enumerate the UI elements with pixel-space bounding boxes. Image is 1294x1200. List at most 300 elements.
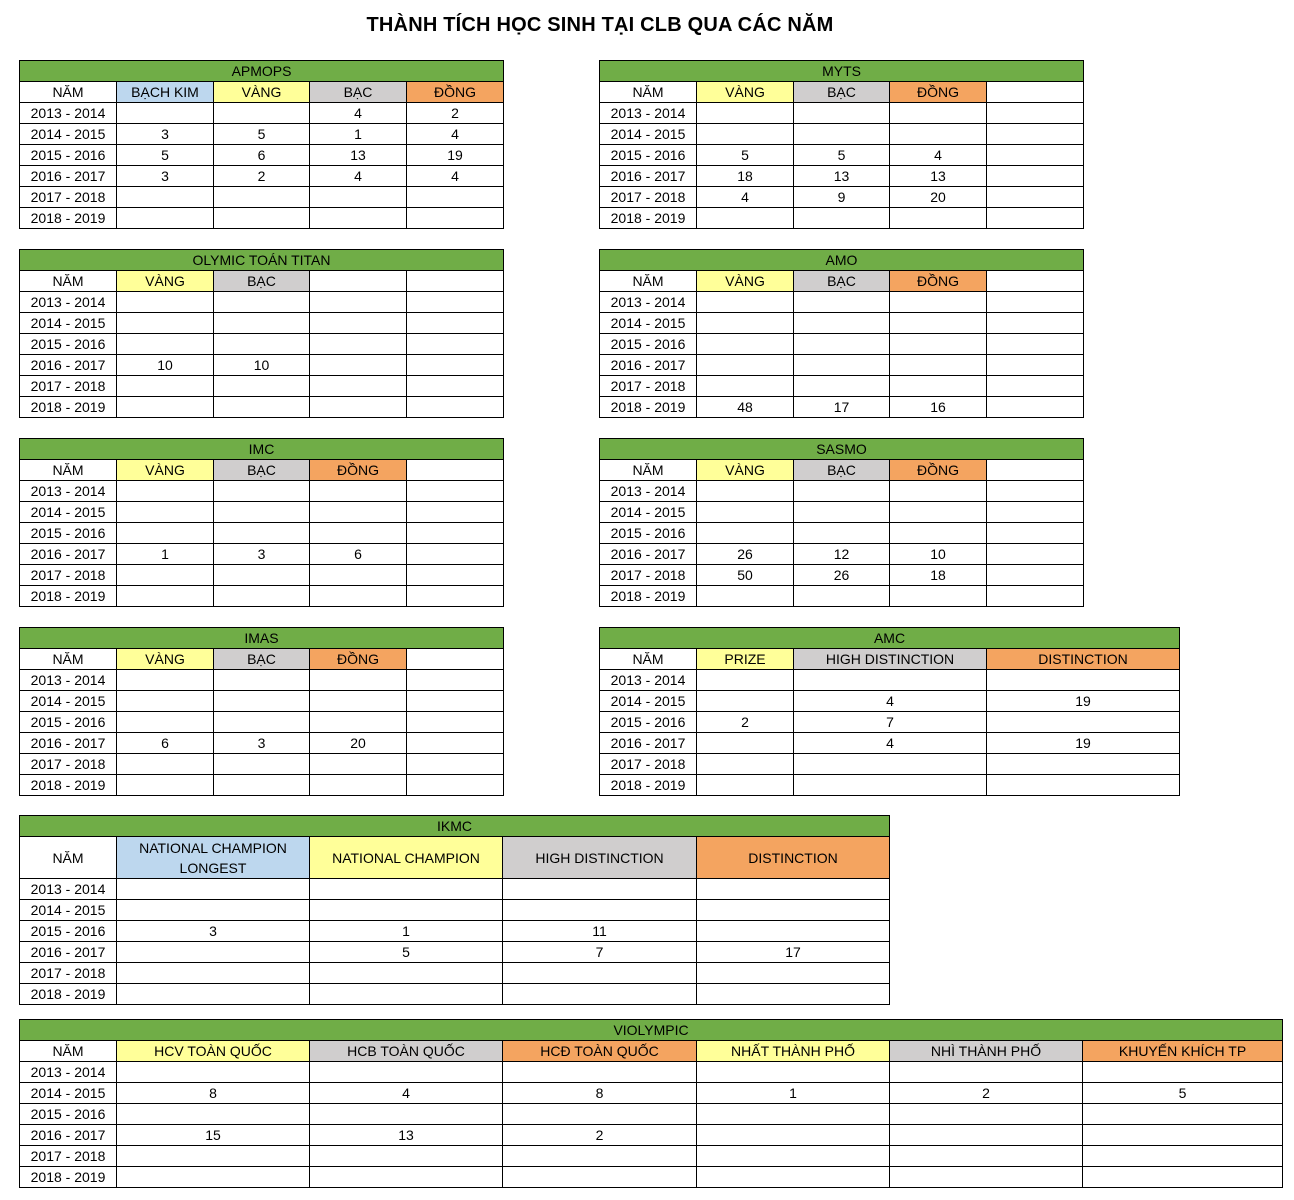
value-cell	[697, 208, 794, 229]
page-title: THÀNH TÍCH HỌC SINH TẠI CLB QUA CÁC NĂM	[366, 14, 834, 36]
value-cell	[117, 586, 214, 607]
value-cell	[310, 565, 407, 586]
value-cell: 5	[697, 145, 794, 166]
value-cell: 4	[890, 145, 987, 166]
value-cell	[407, 691, 504, 712]
value-cell	[1083, 1125, 1283, 1146]
value-cell	[697, 754, 794, 775]
value-cell	[697, 1167, 890, 1188]
table-myts	[599, 60, 1084, 229]
value-cell	[407, 733, 504, 754]
column-header: VÀNG	[697, 271, 794, 292]
value-cell	[117, 963, 310, 984]
value-cell	[407, 355, 504, 376]
value-cell	[697, 879, 890, 900]
value-cell	[697, 1104, 890, 1125]
value-cell	[117, 691, 214, 712]
value-cell	[1083, 1104, 1283, 1125]
table-row	[20, 775, 504, 796]
value-cell	[697, 1062, 890, 1083]
value-cell	[117, 900, 310, 921]
column-header: NĂM	[600, 271, 697, 292]
table-header-row	[20, 649, 504, 670]
value-cell: 18	[697, 166, 794, 187]
value-cell	[987, 670, 1180, 691]
table-row	[600, 376, 1084, 397]
column-header	[987, 460, 1084, 481]
value-cell: 4	[310, 1083, 503, 1104]
value-cell	[407, 754, 504, 775]
value-cell	[890, 586, 987, 607]
column-header	[987, 82, 1084, 103]
value-cell: 48	[697, 397, 794, 418]
value-cell	[407, 208, 504, 229]
value-cell	[117, 942, 310, 963]
column-header: HCB TOÀN QUỐC	[310, 1041, 503, 1062]
value-cell	[890, 1104, 1083, 1125]
value-cell	[214, 103, 310, 124]
value-cell	[1083, 1062, 1283, 1083]
value-cell	[407, 502, 504, 523]
year-cell: 2016 - 2017	[600, 544, 697, 565]
table-row	[20, 334, 504, 355]
table-row	[20, 586, 504, 607]
value-cell	[987, 208, 1084, 229]
value-cell	[310, 1146, 503, 1167]
value-cell	[310, 208, 407, 229]
column-header: HIGH DISTINCTION	[794, 649, 987, 670]
table-title-row	[20, 628, 504, 649]
table-row	[600, 670, 1180, 691]
table-row	[600, 565, 1084, 586]
value-cell	[214, 481, 310, 502]
table-title: AMC	[600, 628, 1180, 649]
column-header: ĐỒNG	[310, 649, 407, 670]
year-cell: 2018 - 2019	[20, 1167, 117, 1188]
year-cell: 2013 - 2014	[600, 481, 697, 502]
column-header: NATIONAL CHAMPION	[310, 837, 503, 879]
column-header	[987, 271, 1084, 292]
year-cell: 2015 - 2016	[600, 523, 697, 544]
table-row	[600, 712, 1180, 733]
column-header: HCĐ TOÀN QUỐC	[503, 1041, 697, 1062]
table-row	[20, 523, 504, 544]
table-row	[600, 313, 1084, 334]
value-cell	[310, 502, 407, 523]
value-cell: 7	[794, 712, 987, 733]
column-header: HIGH DISTINCTION	[503, 837, 697, 879]
column-header: DISTINCTION	[987, 649, 1180, 670]
year-cell: 2015 - 2016	[20, 334, 117, 355]
table-row	[20, 1125, 1283, 1146]
value-cell	[214, 775, 310, 796]
value-cell: 10	[214, 355, 310, 376]
table-header-row	[600, 271, 1084, 292]
table-title-row	[600, 250, 1084, 271]
value-cell: 6	[310, 544, 407, 565]
value-cell	[697, 733, 794, 754]
value-cell	[794, 313, 890, 334]
table-row	[600, 355, 1084, 376]
value-cell: 12	[794, 544, 890, 565]
table-olymic-toan-titan	[19, 249, 504, 418]
table-row	[20, 1062, 1283, 1083]
year-cell: 2017 - 2018	[20, 376, 117, 397]
value-cell	[890, 1125, 1083, 1146]
value-cell	[794, 334, 890, 355]
value-cell	[310, 670, 407, 691]
value-cell: 5	[794, 145, 890, 166]
column-header: BẠC	[214, 649, 310, 670]
value-cell	[890, 523, 987, 544]
value-cell	[987, 166, 1084, 187]
value-cell	[794, 355, 890, 376]
table-imc	[19, 438, 504, 607]
year-cell: 2017 - 2018	[20, 187, 117, 208]
column-header: ĐỒNG	[310, 460, 407, 481]
value-cell	[987, 355, 1084, 376]
year-cell: 2013 - 2014	[20, 481, 117, 502]
column-header	[407, 271, 504, 292]
column-header: NHÌ THÀNH PHỐ	[890, 1041, 1083, 1062]
value-cell	[407, 544, 504, 565]
table-row	[600, 166, 1084, 187]
value-cell	[117, 670, 214, 691]
table-header-row	[20, 837, 890, 879]
column-header: NĂM	[20, 1041, 117, 1062]
table-row	[20, 670, 504, 691]
value-cell: 10	[117, 355, 214, 376]
value-cell	[987, 187, 1084, 208]
column-header: BẠC	[794, 460, 890, 481]
value-cell	[503, 1167, 697, 1188]
table-row	[20, 103, 504, 124]
value-cell: 4	[407, 124, 504, 145]
column-header: ĐỒNG	[890, 460, 987, 481]
value-cell	[117, 208, 214, 229]
value-cell	[117, 712, 214, 733]
value-cell	[310, 754, 407, 775]
column-header: VÀNG	[117, 460, 214, 481]
value-cell	[987, 502, 1084, 523]
column-header: VÀNG	[117, 649, 214, 670]
table-row	[600, 208, 1084, 229]
value-cell: 4	[697, 187, 794, 208]
year-cell: 2015 - 2016	[20, 712, 117, 733]
table-amo	[599, 249, 1084, 418]
value-cell: 13	[310, 145, 407, 166]
value-cell: 17	[794, 397, 890, 418]
column-header: BẠC	[794, 271, 890, 292]
value-cell	[987, 103, 1084, 124]
column-header: NĂM	[20, 82, 117, 103]
value-cell	[697, 502, 794, 523]
table-title: APMOPS	[20, 61, 504, 82]
value-cell	[697, 334, 794, 355]
value-cell	[1083, 1167, 1283, 1188]
year-cell: 2017 - 2018	[600, 754, 697, 775]
column-header: NATIONAL CHAMPION LONGEST	[117, 837, 310, 879]
year-cell: 2016 - 2017	[600, 733, 697, 754]
value-cell	[697, 900, 890, 921]
table-header-row	[20, 271, 504, 292]
value-cell: 9	[794, 187, 890, 208]
table-row	[20, 963, 890, 984]
value-cell	[697, 292, 794, 313]
value-cell	[794, 502, 890, 523]
year-cell: 2018 - 2019	[600, 208, 697, 229]
value-cell: 3	[117, 921, 310, 942]
value-cell	[503, 1146, 697, 1167]
value-cell	[697, 691, 794, 712]
column-header: NĂM	[20, 460, 117, 481]
column-header: VÀNG	[117, 271, 214, 292]
table-row	[20, 481, 504, 502]
value-cell	[987, 754, 1180, 775]
value-cell	[794, 754, 987, 775]
table-title-row	[20, 1020, 1283, 1041]
value-cell	[117, 879, 310, 900]
value-cell	[697, 523, 794, 544]
value-cell	[890, 124, 987, 145]
value-cell	[117, 1167, 310, 1188]
column-header: VÀNG	[697, 82, 794, 103]
value-cell	[697, 481, 794, 502]
value-cell	[697, 124, 794, 145]
value-cell	[214, 313, 310, 334]
value-cell	[214, 334, 310, 355]
year-cell: 2016 - 2017	[20, 733, 117, 754]
value-cell	[117, 481, 214, 502]
year-cell: 2017 - 2018	[20, 963, 117, 984]
column-header: VÀNG	[214, 82, 310, 103]
value-cell: 2	[503, 1125, 697, 1146]
value-cell	[987, 376, 1084, 397]
table-row	[20, 397, 504, 418]
value-cell	[890, 376, 987, 397]
value-cell: 1	[117, 544, 214, 565]
column-header: NĂM	[20, 649, 117, 670]
value-cell	[214, 670, 310, 691]
year-cell: 2013 - 2014	[600, 292, 697, 313]
value-cell	[697, 670, 794, 691]
value-cell	[794, 376, 890, 397]
year-cell: 2017 - 2018	[20, 754, 117, 775]
value-cell	[503, 963, 697, 984]
table-row	[20, 1146, 1283, 1167]
year-cell: 2016 - 2017	[20, 544, 117, 565]
table-title-row	[20, 439, 504, 460]
column-header: NĂM	[20, 837, 117, 879]
value-cell	[407, 376, 504, 397]
value-cell	[310, 586, 407, 607]
year-cell: 2014 - 2015	[600, 691, 697, 712]
year-cell: 2013 - 2014	[20, 1062, 117, 1083]
table-title-row	[20, 816, 890, 837]
value-cell	[697, 963, 890, 984]
value-cell	[987, 292, 1084, 313]
value-cell	[890, 1062, 1083, 1083]
value-cell: 15	[117, 1125, 310, 1146]
column-header: NHẤT THÀNH PHỐ	[697, 1041, 890, 1062]
table-row	[20, 208, 504, 229]
value-cell	[794, 103, 890, 124]
value-cell: 10	[890, 544, 987, 565]
table-row	[20, 292, 504, 313]
value-cell	[987, 544, 1084, 565]
value-cell	[310, 187, 407, 208]
value-cell	[310, 691, 407, 712]
table-title: MYTS	[600, 61, 1084, 82]
column-header: PRIZE	[697, 649, 794, 670]
table-row	[600, 775, 1180, 796]
column-header: ĐỒNG	[890, 271, 987, 292]
table-row	[600, 187, 1084, 208]
table-row	[20, 124, 504, 145]
value-cell	[407, 292, 504, 313]
year-cell: 2014 - 2015	[600, 313, 697, 334]
table-title-row	[600, 439, 1084, 460]
column-header: ĐỒNG	[890, 82, 987, 103]
value-cell	[503, 879, 697, 900]
year-cell: 2015 - 2016	[20, 523, 117, 544]
value-cell	[117, 187, 214, 208]
table-row	[600, 124, 1084, 145]
value-cell	[794, 292, 890, 313]
value-cell	[987, 145, 1084, 166]
table-row	[600, 586, 1084, 607]
table-row	[600, 733, 1180, 754]
table-row	[20, 921, 890, 942]
value-cell: 4	[310, 166, 407, 187]
table-row	[20, 879, 890, 900]
value-cell	[117, 103, 214, 124]
year-cell: 2017 - 2018	[600, 187, 697, 208]
year-cell: 2015 - 2016	[600, 145, 697, 166]
value-cell	[310, 879, 503, 900]
year-cell: 2016 - 2017	[600, 355, 697, 376]
table-row	[600, 544, 1084, 565]
value-cell	[794, 481, 890, 502]
table-row	[20, 313, 504, 334]
value-cell	[214, 292, 310, 313]
value-cell	[310, 984, 503, 1005]
value-cell	[214, 523, 310, 544]
value-cell	[117, 376, 214, 397]
table-row	[600, 292, 1084, 313]
value-cell: 8	[503, 1083, 697, 1104]
column-header: VÀNG	[697, 460, 794, 481]
value-cell	[310, 900, 503, 921]
table-title: IKMC	[20, 816, 890, 837]
value-cell: 13	[890, 166, 987, 187]
table-violympic	[19, 1019, 1283, 1188]
value-cell	[697, 775, 794, 796]
value-cell	[987, 775, 1180, 796]
value-cell	[214, 376, 310, 397]
value-cell: 16	[890, 397, 987, 418]
table-row	[20, 1104, 1283, 1125]
table-row	[20, 984, 890, 1005]
value-cell: 5	[214, 124, 310, 145]
column-header: BẠCH KIM	[117, 82, 214, 103]
year-cell: 2016 - 2017	[600, 166, 697, 187]
year-cell: 2014 - 2015	[20, 124, 117, 145]
table-row	[20, 502, 504, 523]
table-header-row	[20, 460, 504, 481]
value-cell: 4	[310, 103, 407, 124]
value-cell: 17	[697, 942, 890, 963]
value-cell	[407, 565, 504, 586]
value-cell	[794, 586, 890, 607]
value-cell: 19	[987, 691, 1180, 712]
value-cell	[987, 712, 1180, 733]
value-cell	[794, 208, 890, 229]
value-cell: 11	[503, 921, 697, 942]
value-cell: 5	[1083, 1083, 1283, 1104]
table-amc	[599, 627, 1180, 796]
table-row	[20, 565, 504, 586]
value-cell	[310, 313, 407, 334]
table-sasmo	[599, 438, 1084, 607]
value-cell	[407, 187, 504, 208]
year-cell: 2013 - 2014	[20, 879, 117, 900]
value-cell: 3	[117, 166, 214, 187]
value-cell: 7	[503, 942, 697, 963]
value-cell: 26	[794, 565, 890, 586]
value-cell	[407, 586, 504, 607]
column-header: KHUYẾN KHÍCH TP	[1083, 1041, 1283, 1062]
year-cell: 2014 - 2015	[20, 900, 117, 921]
value-cell	[214, 397, 310, 418]
value-cell	[794, 124, 890, 145]
value-cell: 19	[987, 733, 1180, 754]
table-row	[600, 691, 1180, 712]
table-apmops	[19, 60, 504, 229]
value-cell	[987, 481, 1084, 502]
value-cell	[407, 481, 504, 502]
value-cell	[117, 984, 310, 1005]
value-cell	[697, 313, 794, 334]
column-header	[407, 460, 504, 481]
value-cell	[890, 103, 987, 124]
value-cell: 20	[310, 733, 407, 754]
value-cell	[407, 313, 504, 334]
value-cell	[117, 1104, 310, 1125]
value-cell: 3	[214, 733, 310, 754]
value-cell	[310, 334, 407, 355]
value-cell	[697, 103, 794, 124]
column-header: BẠC	[214, 271, 310, 292]
year-cell: 2017 - 2018	[600, 376, 697, 397]
value-cell	[697, 376, 794, 397]
value-cell: 50	[697, 565, 794, 586]
table-title-row	[600, 628, 1180, 649]
table-row	[600, 523, 1084, 544]
value-cell: 3	[117, 124, 214, 145]
column-header	[310, 271, 407, 292]
value-cell	[310, 963, 503, 984]
table-row	[20, 754, 504, 775]
value-cell: 20	[890, 187, 987, 208]
value-cell	[117, 292, 214, 313]
year-cell: 2018 - 2019	[20, 208, 117, 229]
value-cell: 8	[117, 1083, 310, 1104]
value-cell	[117, 502, 214, 523]
column-header: NĂM	[600, 82, 697, 103]
table-title: IMAS	[20, 628, 504, 649]
value-cell: 3	[214, 544, 310, 565]
